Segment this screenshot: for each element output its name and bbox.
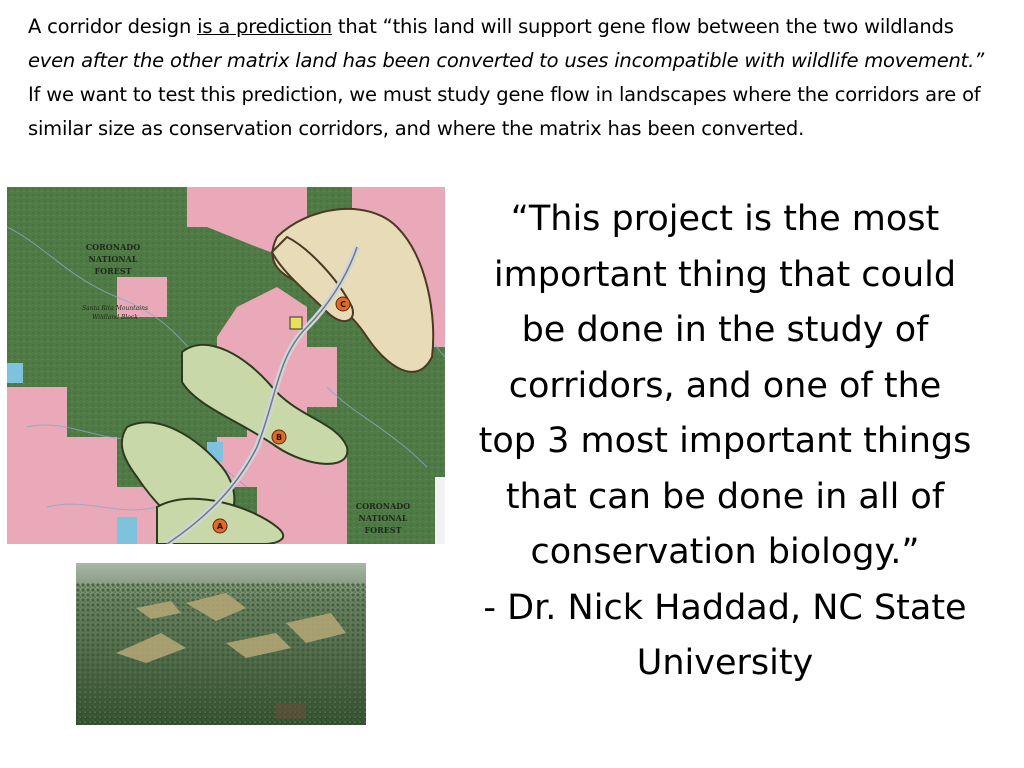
map-label-bottom-2: NATIONAL xyxy=(358,513,408,523)
aerial-photo-svg xyxy=(76,563,366,725)
quote-line-1: “This project is the most xyxy=(510,199,940,239)
map-label-bottom-1: CORONADO xyxy=(355,501,411,511)
quote-line-7: conservation biology.” xyxy=(530,532,920,572)
intro-text-2: that “this land will support gene flow between the two wildlands xyxy=(331,15,954,38)
corridor-map-svg xyxy=(7,187,445,544)
map-legend-edge xyxy=(435,477,445,544)
map-label-sub-2: Wildland Block xyxy=(92,314,138,321)
intro-italic-phrase: even after the other matrix land has been converted to uses incompatible with wildlife movement.” xyxy=(28,49,985,72)
intro-paragraph xyxy=(28,10,988,146)
quote-attribution-2: University xyxy=(636,643,814,683)
corridor-map-image xyxy=(7,187,445,544)
intro-underlined-phrase: is a prediction xyxy=(197,15,332,38)
quote-line-5: top 3 most important things xyxy=(478,421,972,461)
haddad-quote xyxy=(462,192,988,692)
aerial-corridor-photo xyxy=(76,563,366,725)
quote-line-6: that can be done in all of xyxy=(505,476,945,517)
map-label-sub-1: Santa Rita Mountains xyxy=(81,305,149,312)
intro-text-1: A corridor design xyxy=(28,15,198,38)
marker-a-label: A xyxy=(216,522,224,531)
marker-b-label: B xyxy=(275,433,283,442)
map-label-top-2: NATIONAL xyxy=(88,254,138,264)
quote-line-2: important thing that could xyxy=(493,254,957,295)
quote-line-3: be done in the study of xyxy=(521,310,929,350)
map-label-top-1: CORONADO xyxy=(85,242,141,252)
map-label-top-3: FOREST xyxy=(94,266,132,276)
quote-line-4: corridors, and one of the xyxy=(508,365,942,406)
intro-text-3: If we want to test this prediction, we must study gene flow in landscapes where the corridors are of similar size as conservation corridors, and where the matrix has been converted. xyxy=(28,83,981,140)
quote-attribution-1: - Dr. Nick Haddad, NC State xyxy=(483,587,967,628)
map-label-bottom-3: FOREST xyxy=(364,525,402,535)
marker-c-label: C xyxy=(340,300,346,309)
